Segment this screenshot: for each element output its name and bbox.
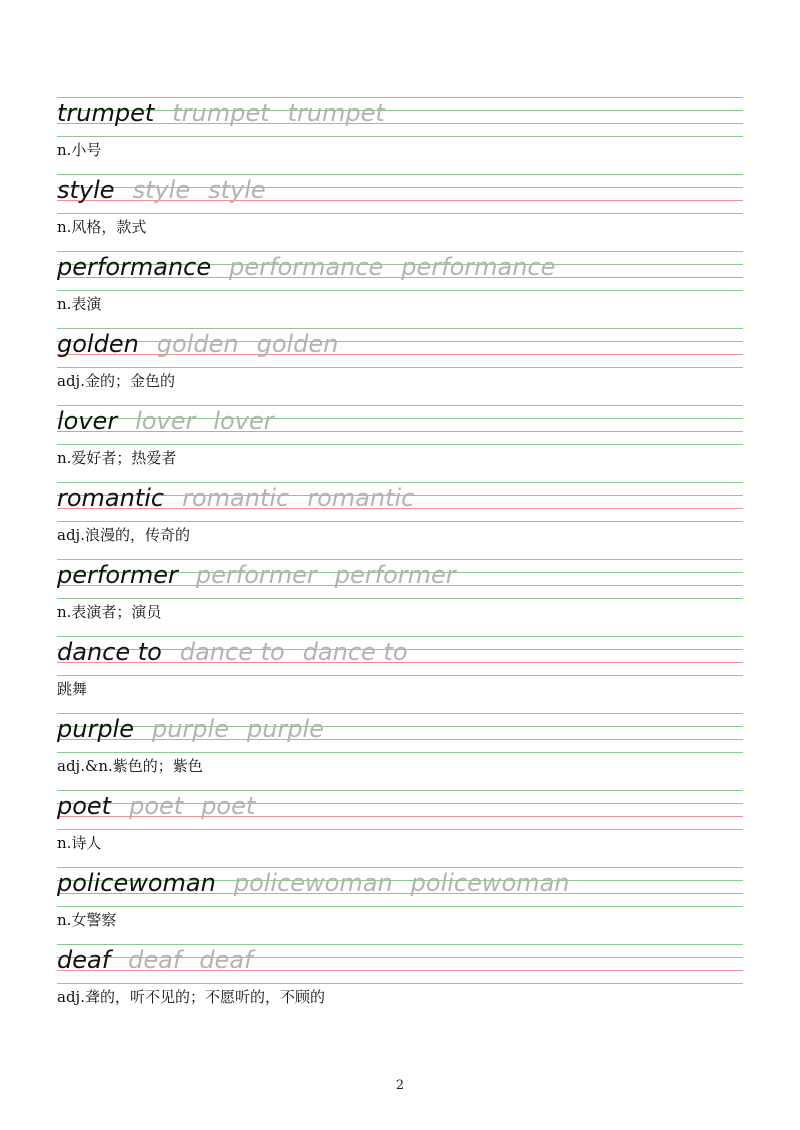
- word-trace: golden: [256, 330, 339, 358]
- word-meaning: n.女警察: [57, 911, 117, 929]
- vocab-entry: [0, 328, 800, 405]
- word: performer: [57, 561, 178, 589]
- word: golden: [57, 330, 139, 358]
- word: performance: [57, 253, 212, 281]
- word-row: [57, 407, 292, 435]
- word-trace: performer: [195, 561, 317, 589]
- word-row: [57, 253, 573, 281]
- word-meaning: adj.浪漫的，传奇的: [57, 526, 190, 544]
- word-row: [57, 176, 284, 204]
- word-row: [57, 638, 426, 666]
- vocab-entry: [0, 559, 800, 636]
- word-meaning: adj.金的；金色的: [57, 372, 175, 390]
- word-row: [57, 792, 273, 820]
- word-trace: poet: [129, 792, 184, 820]
- word: romantic: [57, 484, 165, 512]
- word-row: [57, 484, 432, 512]
- vocab-entry: [0, 251, 800, 328]
- word-trace: performer: [334, 561, 456, 589]
- word-row: [57, 330, 356, 358]
- word-trace: poet: [201, 792, 256, 820]
- vocab-entry: [0, 790, 800, 867]
- word-trace: trumpet: [172, 99, 270, 127]
- word-meaning: 跳舞: [57, 680, 88, 698]
- word-trace: performance: [229, 253, 384, 281]
- word: purple: [57, 715, 134, 743]
- word-meaning: adj.&n.紫色的；紫色: [57, 757, 203, 775]
- word-row: [57, 869, 587, 897]
- word-trace: lover: [135, 407, 196, 435]
- word-meaning: n.表演者；演员: [57, 603, 162, 621]
- word-meaning: n.小号: [57, 141, 102, 159]
- word-meaning: n.风格，款式: [57, 218, 147, 236]
- word-trace: deaf: [199, 946, 253, 974]
- word-trace: policewoman: [233, 869, 393, 897]
- word: trumpet: [57, 99, 155, 127]
- word: deaf: [57, 946, 111, 974]
- word-trace: romantic: [307, 484, 415, 512]
- vocab-entry: [0, 482, 800, 559]
- word-trace: deaf: [128, 946, 182, 974]
- word-meaning: n.表演: [57, 295, 102, 313]
- word: dance to: [57, 638, 162, 666]
- vocab-entry: [0, 713, 800, 790]
- word-trace: purple: [246, 715, 324, 743]
- vocab-entry: [0, 97, 800, 174]
- word-trace: policewoman: [410, 869, 570, 897]
- word-trace: dance to: [302, 638, 408, 666]
- word-trace: romantic: [182, 484, 290, 512]
- word: policewoman: [57, 869, 216, 897]
- vocab-entry: [0, 405, 800, 482]
- word-trace: style: [208, 176, 266, 204]
- vocab-entry: [0, 174, 800, 251]
- word-meaning: adj.聋的，听不见的；不愿听的，不顾的: [57, 988, 325, 1006]
- vocab-entry: [0, 636, 800, 713]
- word-meaning: n.诗人: [57, 834, 102, 852]
- word-row: [57, 715, 342, 743]
- word-row: [57, 99, 403, 127]
- word: lover: [57, 407, 118, 435]
- word-trace: golden: [156, 330, 239, 358]
- word: poet: [57, 792, 112, 820]
- word-trace: trumpet: [287, 99, 385, 127]
- page-number: 2: [395, 1078, 405, 1093]
- word-trace: purple: [151, 715, 229, 743]
- word-trace: lover: [213, 407, 274, 435]
- word-row: [57, 561, 474, 589]
- word-row: [57, 946, 270, 974]
- word: style: [57, 176, 115, 204]
- vocab-entry: [0, 944, 800, 1021]
- word-meaning: n.爱好者；热爱者: [57, 449, 177, 467]
- word-trace: style: [132, 176, 191, 204]
- word-trace: dance to: [179, 638, 285, 666]
- vocab-entry: [0, 867, 800, 944]
- word-trace: performance: [401, 253, 556, 281]
